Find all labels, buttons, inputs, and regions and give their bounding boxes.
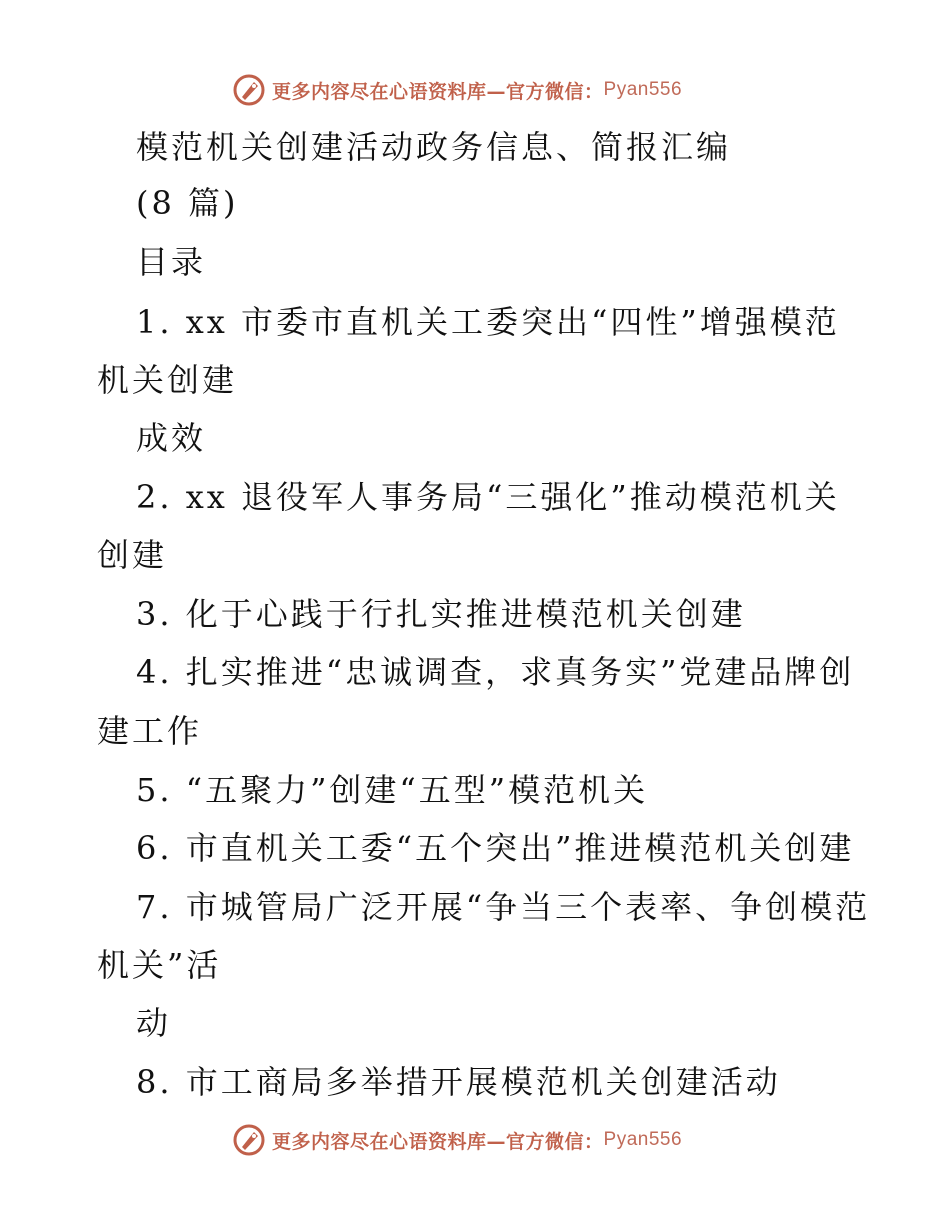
watermark-text: 更多内容尽在心语资料库—官方微信： (272, 1130, 604, 1153)
pen-nib-logo-icon (232, 1123, 266, 1157)
toc-line: 机关创建 (97, 361, 238, 399)
watermark-text: 更多内容尽在心语资料库—官方微信： (272, 80, 604, 103)
toc-line: 建工作 (97, 712, 203, 750)
footer-watermark (232, 1120, 682, 1160)
watermark-wechat-id: Pyan556 (603, 79, 683, 100)
pen-nib-logo-icon (232, 73, 266, 107)
toc-line: 成效 (136, 419, 207, 457)
toc-line: 2. xx 退役军人事务局“三强化”推动模范机关 (136, 478, 840, 516)
header-watermark (232, 70, 682, 110)
document-title: 模范机关创建活动政务信息、简报汇编 (136, 128, 732, 166)
toc-line: 创建 (97, 536, 168, 574)
toc-line: 4. 扎实推进“忠诚调查，求真务实”党建品牌创 (136, 653, 855, 691)
toc-line: 机关”活 (97, 946, 222, 984)
toc-line: 3. 化于心践于行扎实推进模范机关创建 (136, 595, 746, 633)
toc-line: 1. xx 市委市直机关工委突出“四性”增强模范 (136, 303, 840, 341)
toc-line: 6. 市直机关工委“五个突出”推进模范机关创建 (136, 829, 855, 867)
toc-line: 7. 市城管局广泛开展“争当三个表率、争创模范 (136, 888, 871, 926)
document-subtitle: (8 篇) (136, 184, 239, 222)
toc-heading: 目录 (136, 243, 207, 281)
watermark-wechat-id: Pyan556 (603, 1129, 683, 1150)
toc-line: 5. “五聚力”创建“五型”模范机关 (136, 771, 649, 809)
toc-line: 8. 市工商局多举措开展模范机关创建活动 (136, 1063, 781, 1101)
toc-line: 动 (136, 1004, 172, 1042)
